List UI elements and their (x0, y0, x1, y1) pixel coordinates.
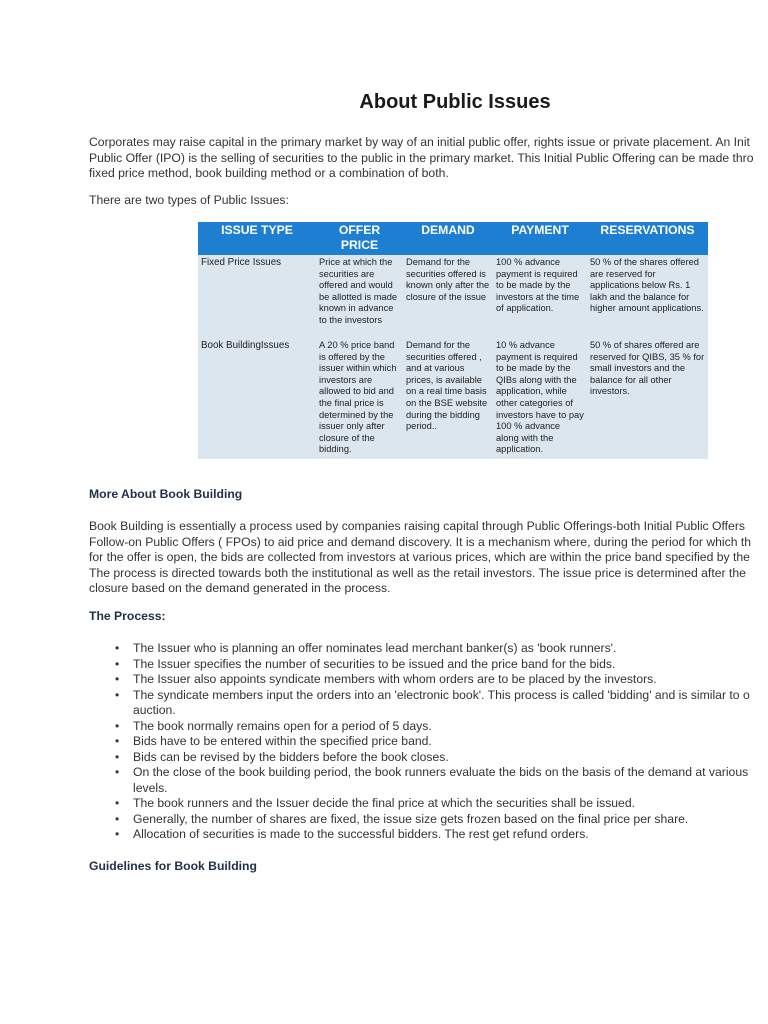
column-header-issue-type: ISSUE TYPE (198, 222, 316, 255)
list-item (89, 827, 768, 843)
list-item-text: On the close of the book building period, the book runners evaluate the bids on the basis of the demand at various (133, 765, 749, 779)
column-header-payment: PAYMENT (493, 222, 587, 255)
types-intro: There are two types of Public Issues: (89, 193, 289, 207)
list-item (89, 657, 768, 673)
intro-line: fixed price method, book building method or a combination of both. (89, 166, 449, 180)
bullet-icon: • (115, 641, 120, 655)
bullet-icon: • (115, 656, 120, 671)
process-list (89, 641, 768, 843)
list-item (89, 688, 768, 719)
bullet-icon: • (115, 811, 120, 826)
list-item-text: Generally, the number of shares are fixed, the issue size gets frozen based on the final price per share. (133, 811, 689, 826)
public-issues-table (198, 222, 708, 459)
cell-offer-price: Price at which the securities are offered and would be allotted is made known in advance to the investors (316, 255, 403, 338)
list-item-text: The Issuer specifies the number of securities to be issued and the price band for the bids. (133, 656, 616, 671)
list-item-text: levels. (133, 780, 168, 795)
cell-reservations: 50 % of the shares offered are reserved for applications below Rs. 1 lakh and the balance for higher amount applications. (587, 255, 708, 338)
list-item (89, 765, 768, 796)
table-row (198, 255, 708, 338)
column-header-offer-price: OFFER PRICE (316, 222, 403, 255)
list-item-text: auction. (133, 703, 176, 717)
intro-line: Public Offer (IPO) is the selling of securities to the public in the primary market. This Initial Public Offering can be made thro (89, 150, 754, 165)
book-building-paragraph (89, 519, 768, 597)
book-building-line: The process is directed towards both the institutional as well as the retail investors. The issue price is determined after the (89, 565, 746, 580)
bullet-icon: • (115, 672, 120, 686)
bullet-icon: • (115, 718, 120, 733)
book-building-line: closure based on the demand generated in the process. (89, 581, 391, 595)
list-item (89, 750, 768, 766)
list-item-text: Bids can be revised by the bidders before the book closes. (133, 749, 449, 764)
table-row (198, 338, 708, 459)
table-header-row (198, 222, 708, 255)
list-item-text: The book normally remains open for a period of 5 days. (133, 718, 432, 733)
list-item (89, 734, 768, 750)
book-building-line: for the offer is open, the bids are collected from investors at various prices, which are within the price band specified by the (89, 550, 750, 564)
bullet-icon: • (115, 796, 120, 810)
list-item (89, 812, 768, 828)
bullet-icon: • (115, 765, 120, 779)
list-item (89, 796, 768, 812)
bullet-icon: • (115, 749, 120, 764)
book-building-line: Follow-on Public Offers ( FPOs) to aid price and demand discovery. It is a mechanism where, during the period for which th (89, 534, 752, 549)
book-building-heading: More About Book Building (89, 487, 243, 501)
column-header-demand: DEMAND (403, 222, 493, 255)
list-item (89, 672, 768, 688)
book-building-line: Book Building is essentially a process used by companies raising capital through Public Offerings-both Initial Public Offers (89, 519, 745, 533)
cell-demand: Demand for the securities offered is known only after the closure of the issue (403, 255, 493, 338)
list-item-text: Allocation of securities is made to the successful bidders. The rest get refund orders. (133, 827, 589, 841)
cell-payment: 10 % advance payment is required to be made by the QIBs along with the application, while other categories of investors have to pay 100 % advance along with the application. (493, 338, 587, 459)
cell-payment: 100 % advance payment is required to be made by the investors at the time of application. (493, 255, 587, 338)
list-item-text: Bids have to be entered within the specified price band. (133, 734, 432, 748)
list-item-text: The Issuer who is planning an offer nominates lead merchant banker(s) as 'book runners'. (133, 641, 617, 655)
intro-paragraph (89, 135, 768, 182)
process-heading: The Process: (89, 609, 166, 623)
list-item (89, 719, 768, 735)
column-header-reservations: RESERVATIONS (587, 222, 708, 255)
cell-reservations: 50 % of shares offered are reserved for QIBS, 35 % for small investors and the balance for all other investors. (587, 338, 708, 459)
cell-issue-type: Fixed Price Issues (198, 255, 316, 338)
list-item (89, 641, 768, 657)
cell-offer-price: A 20 % price band is offered by the issuer within which investors are allowed to bid and the final price is determined by the issuer only after closure of the bidding. (316, 338, 403, 459)
intro-line: Corporates may raise capital in the primary market by way of an initial public offer, rights issue or private placement. An Init (89, 135, 750, 149)
bullet-icon: • (115, 687, 120, 702)
list-item-text: The Issuer also appoints syndicate members with whom orders are to be placed by the investors. (133, 672, 657, 686)
guidelines-heading: Guidelines for Book Building (89, 859, 257, 873)
list-item-text: The syndicate members input the orders into an 'electronic book'. This process is called 'bidding' and is similar to o (133, 687, 750, 702)
page-title: About Public Issues (359, 91, 551, 113)
cell-issue-type: Book BuildingIssues (198, 338, 316, 459)
list-item-text: The book runners and the Issuer decide the final price at which the securities shall be issued. (133, 796, 636, 810)
bullet-icon: • (115, 827, 120, 841)
cell-demand: Demand for the securities offered , and at various prices, is available on a real time basis on the BSE website during the bidding period.. (403, 338, 493, 459)
bullet-icon: • (115, 734, 120, 748)
